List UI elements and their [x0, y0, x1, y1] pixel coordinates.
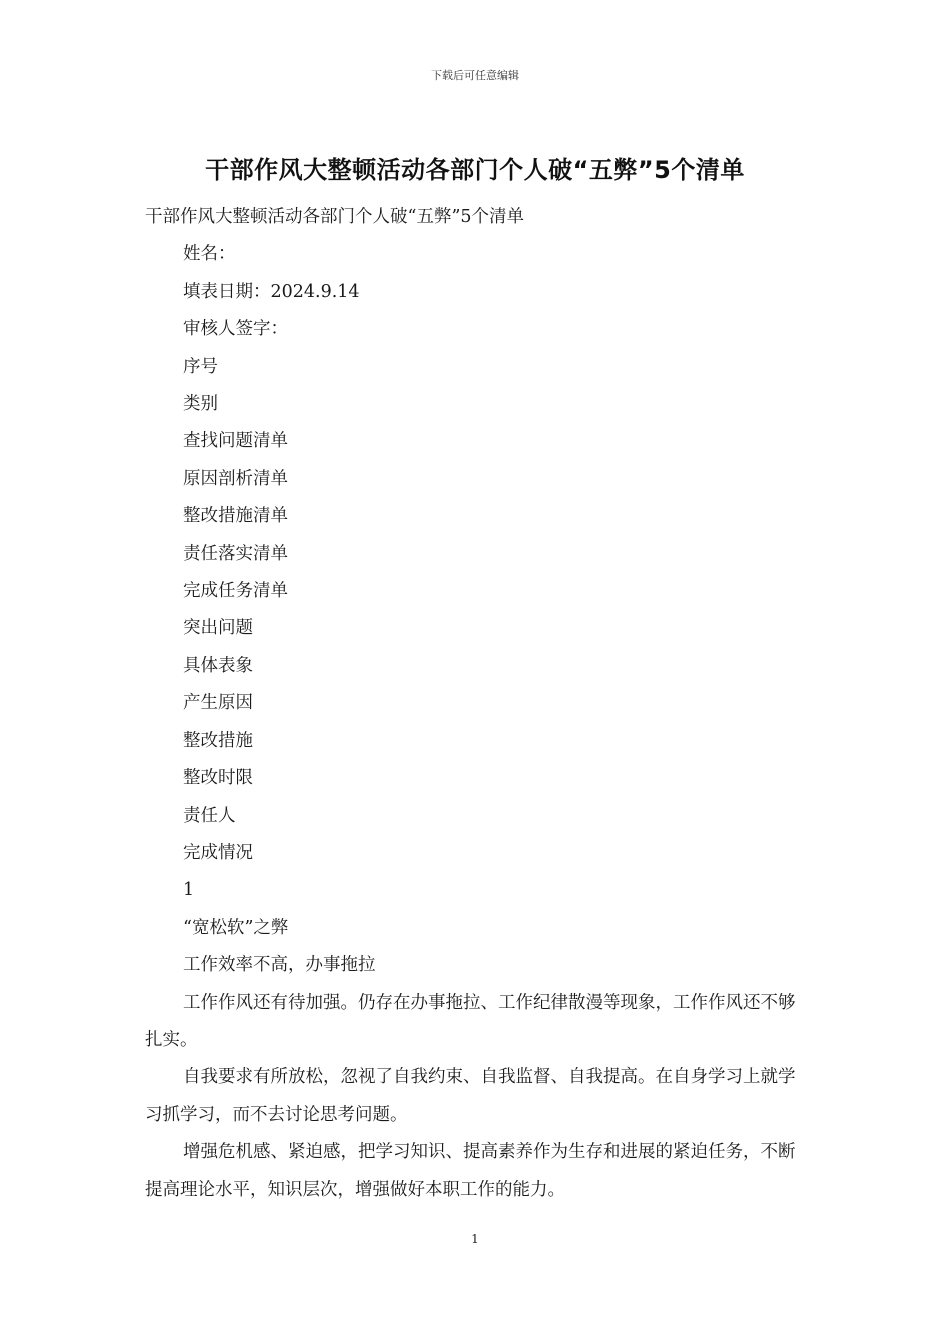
table-item: 原因剖析清单	[183, 468, 288, 489]
body-paragraph: 工作作风还有待加强。仍存在办事拖拉、工作纪律散漫等现象，工作作风还不够扎实。	[145, 992, 796, 1050]
table-item: 序号	[183, 356, 218, 377]
table-item: 产生原因	[183, 693, 253, 714]
body-paragraph: 增强危机感、紧迫感，把学习知识、提高素养作为生存和进展的紧迫任务，不断提高理论水平，知识层次，增强做好本职工作的能力。	[145, 1142, 796, 1200]
table-item: 工作效率不高，办事拖拉	[183, 955, 376, 976]
table-item: “宽松软”之弊	[183, 917, 289, 938]
subtitle-line: 干部作风大整顿活动各部门个人破“五弊”5个清单	[145, 207, 525, 227]
table-item: 1	[183, 880, 195, 901]
page-number: 1	[471, 1232, 479, 1246]
document-body	[145, 199, 810, 1209]
table-item: 具体表象	[183, 655, 253, 676]
date-line: 填表日期：2024.9.14	[183, 281, 360, 302]
table-item: 类别	[183, 394, 218, 415]
body-paragraph: 自我要求有所放松，忽视了自我约束、自我监督、自我提高。在自身学习上就学习抓学习，而不去讨论思考问题。	[145, 1067, 796, 1125]
document-title: 干部作风大整顿活动各部门个人破“五弊”5个清单	[205, 156, 745, 184]
table-item: 突出问题	[183, 618, 253, 639]
table-item: 责任落实清单	[183, 543, 288, 564]
table-item: 查找问题清单	[183, 431, 288, 452]
table-item: 责任人	[183, 805, 236, 826]
name-label: 姓名：	[183, 244, 236, 265]
page-header-note: 下载后可任意编辑	[431, 69, 519, 82]
table-item: 完成情况	[183, 842, 253, 863]
table-item: 整改措施清单	[183, 506, 288, 527]
table-item: 完成任务清单	[183, 581, 288, 602]
table-item: 整改措施	[183, 730, 253, 751]
reviewer-label: 审核人签字：	[183, 319, 288, 340]
table-item: 整改时限	[183, 768, 253, 789]
